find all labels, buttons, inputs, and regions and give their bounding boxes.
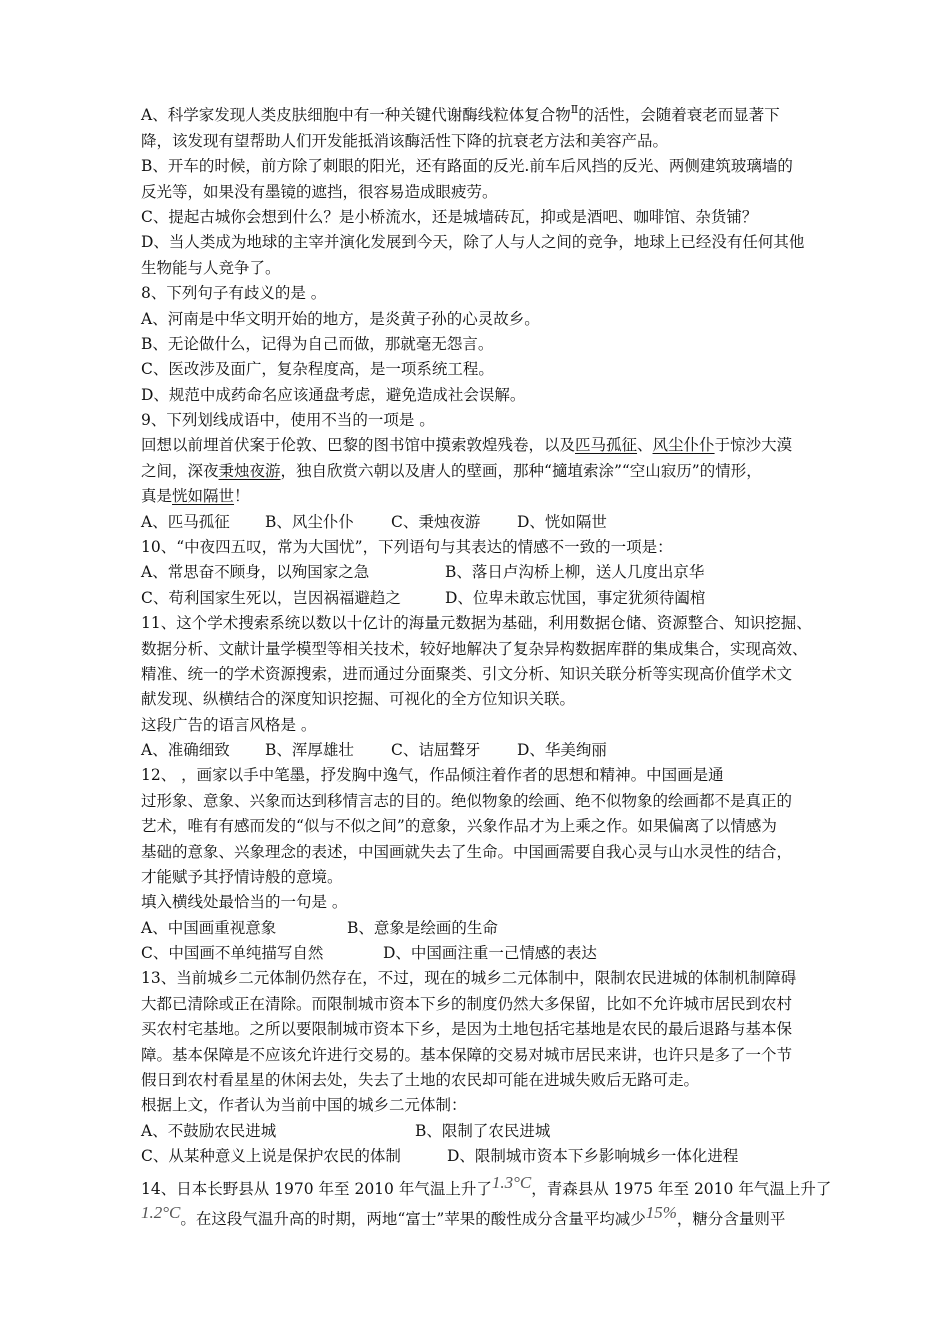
- q12-option-b: B、意象是绘画的生命: [347, 919, 498, 937]
- q13-option-d: D、限制城市资本下乡影响城乡一体化进程: [447, 1147, 739, 1165]
- q7-option-d-line1: D、当人类成为地球的主宰并演化发展到今天，除了人与人之间的竞争，地球上已经没有任何其他: [141, 233, 805, 251]
- q8-stem: 8、下列句子有歧义的是 。: [141, 284, 327, 302]
- q10-options-row2: [141, 586, 705, 610]
- q9-underlined-idiom-b: 风尘仆仆: [652, 436, 715, 454]
- q9-option-d: D、恍如隔世: [517, 513, 607, 531]
- q11-passage-line2: 数据分析、文献计量学模型等相关技术，较好地解决了复杂异构数据库群的集成集合，实现高效、: [141, 640, 808, 658]
- q14-text: 14、日本长野县从 1970 年至 2010 年气温上升了: [141, 1180, 492, 1198]
- q13-passage-line5: 假日到农村看星星的休闲去处，失去了土地的农民却可能在进城失败后无路可走。: [141, 1071, 700, 1089]
- q14-text: ，糖分含量则平: [676, 1210, 786, 1228]
- q7-option-a-line2: 降，该发现有望帮助人们开发能抵消该酶活性下降的抗衰老方法和美容产品。: [141, 132, 669, 150]
- q10-options-row1: [141, 560, 704, 584]
- q9-underlined-idiom-c: 秉烛夜游: [218, 462, 281, 480]
- q13-passage-line3: 买农村宅基地。之所以要限制城市资本下乡，是因为土地包括宅基地是农民的最后退路与基本保: [141, 1020, 793, 1038]
- q8-option-d: D、规范中成药命名应该通盘考虑，避免造成社会误解。: [141, 386, 526, 404]
- q7-option-c: C、提起古城你会想到什么？是小桥流水，还是城墙砖瓦，抑或是酒吧、咖啡馆、杂货铺？: [141, 208, 758, 226]
- q9-option-b: B、风尘仆仆: [265, 513, 354, 531]
- q9-underlined-idiom-d: 恍如隔世: [172, 487, 235, 505]
- q9-text: 回想以前埋首伏案于伦敦、巴黎的图书馆中摸索敦煌残卷，以及: [141, 436, 576, 454]
- q8-option-c: C、医改涉及面广，复杂程度高，是一项系统工程。: [141, 360, 494, 378]
- q12-option-d: D、中国画注重一己情感的表达: [383, 944, 597, 962]
- q10-option-a: A、常思奋不顾身，以殉国家之急: [141, 563, 370, 581]
- q14-passage-line2: [141, 1203, 786, 1231]
- q9-text: ，独自欣赏六朝以及唐人的壁画，那种“擿埴索涂”“空山寂历”的情形，: [280, 462, 762, 480]
- q12-option-a: A、中国画重视意象: [141, 919, 277, 937]
- q14-temperature-nagano: 1.3°C: [491, 1173, 532, 1192]
- q9-passage-line2: [141, 459, 762, 483]
- q13-options-row2: [141, 1144, 738, 1168]
- q9-option-c: C、秉烛夜游: [391, 513, 481, 531]
- q9-passage-line1: [141, 433, 792, 457]
- q13-stem: 根据上文，作者认为当前中国的城乡二元体制：: [141, 1096, 467, 1114]
- q13-passage-line1: 13、当前城乡二元体制仍然存在，不过，现在的城乡二元体制中，限制农民进城的体制机制障碍: [141, 969, 797, 987]
- q11-option-a: A、准确细致: [141, 741, 230, 759]
- q13-options-row1: [141, 1119, 550, 1143]
- q11-option-d: D、华美绚丽: [517, 741, 607, 759]
- q14-temperature-aomori: 1.2°C: [141, 1203, 181, 1222]
- q7-option-b-line2: 反光等，如果没有墨镜的遮挡，很容易造成眼疲劳。: [141, 183, 498, 201]
- q8-option-b: B、无论做什么，记得为自己而做，那就毫无怨言。: [141, 335, 494, 353]
- q10-option-c: C、苟利国家生死以，岂因祸福避趋之: [141, 589, 401, 607]
- q12-option-c: C、中国画不单纯描写自然: [141, 944, 324, 962]
- q11-passage-line3: 精准、统一的学术资源搜索，进而通过分面聚类、引文分析、知识关联分析等实现高价值学术文: [141, 665, 793, 683]
- q9-options: [141, 510, 607, 534]
- q12-options-row2: [141, 941, 597, 965]
- q13-option-c: C、从某种意义上说是保护农民的体制: [141, 1147, 401, 1165]
- q13-passage-line4: 障。基本保障是不应该允许进行交易的。基本保障的交易对城市居民来讲，也许只是多了一个节: [141, 1046, 793, 1064]
- q13-option-a: A、不鼓励农民进城: [141, 1122, 277, 1140]
- q13-passage-line2: 大都已清除或正在清除。而限制城市资本下乡的制度仍然大多保留，比如不允许城市居民到农村: [141, 995, 793, 1013]
- q14-acidity-percent: 15%: [645, 1203, 677, 1222]
- q14-text: 。在这段气温升高的时期，两地“富士”苹果的酸性成分含量平均减少: [180, 1210, 646, 1228]
- q9-text: ！: [234, 487, 250, 505]
- q9-text: 之间，深夜: [141, 462, 219, 480]
- q12-passage-line2: 过形象、意象、兴象而达到移情言志的目的。绝似物象的绘画、绝不似物象的绘画都不是真正的: [141, 792, 793, 810]
- q9-underlined-idiom-a: 匹马孤征: [575, 436, 638, 454]
- q9-text: 、: [637, 436, 653, 454]
- q14-passage-line1: [141, 1173, 832, 1201]
- q9-option-a: A、匹马孤征: [141, 513, 230, 531]
- q9-text: 真是: [141, 487, 173, 505]
- q11-passage-line4: 献发现、纵横结合的深度知识挖掘、可视化的全方位知识关联。: [141, 690, 576, 708]
- q9-text: 于惊沙大漠: [714, 436, 793, 454]
- q12-passage-line1: 12、 ，画家以手中笔墨，抒发胸中逸气，作品倾注着作者的思想和精神。中国画是通: [141, 766, 724, 784]
- q10-option-b: B、落日卢沟桥上柳，送人几度出京华: [445, 563, 705, 581]
- q11-stem: 这段广告的语言风格是 。: [141, 716, 317, 734]
- q11-option-c: C、诘屈聱牙: [391, 741, 481, 759]
- q9-stem: 9、下列划线成语中，使用不当的一项是 。: [141, 411, 435, 429]
- q11-passage-line1: 11、这个学术搜索系统以数以十亿计的海量元数据为基础，利用数据仓储、资源整合、知识挖掘、: [141, 614, 812, 632]
- q7-roman-mark: Ⅱ: [570, 103, 579, 116]
- q7-option-a-text-cont: 的活性，会随着衰老而显著下: [578, 106, 780, 124]
- q13-option-b: B、限制了农民进城: [415, 1122, 551, 1140]
- q11-options: [141, 738, 607, 762]
- q11-option-b: B、浑厚雄壮: [265, 741, 354, 759]
- q7-option-a-line1: [141, 103, 780, 127]
- q12-stem: 填入横线处最恰当的一句是 。: [141, 893, 348, 911]
- q8-option-a: A、河南是中华文明开始的地方，是炎黄子孙的心灵故乡。: [141, 310, 540, 328]
- q7-option-d-line2: 生物能与人竞争了。: [141, 259, 281, 277]
- q14-text: ，青森县从 1975 年至 2010 年气温上升了: [531, 1180, 832, 1198]
- q12-passage-line3: 艺术，唯有有感而发的“似与不似之间”的意象，兴象作品才为上乘之作。如果偏离了以情感为: [141, 817, 777, 835]
- q10-stem: 10、“中夜四五叹，常为大国忧”，下列语句与其表达的情感不一致的一项是：: [141, 538, 673, 556]
- q7-option-b-line1: B、开车的时候，前方除了刺眼的阳光，还有路面的反光.前车后风挡的反光、两侧建筑玻璃墙的: [141, 157, 793, 175]
- q12-passage-line5: 才能赋予其抒情诗般的意境。: [141, 868, 343, 886]
- q7-option-a-text: A、科学家发现人类皮肤细胞中有一种关键代谢酶线粒体复合物: [141, 106, 571, 124]
- q9-passage-line3: [141, 484, 250, 508]
- q12-passage-line4: 基础的意象、兴象理念的表述，中国画就失去了生命。中国画需要自我心灵与山水灵性的结合，: [141, 843, 793, 861]
- q10-option-d: D、位卑未敢忘忧国，事定犹须待阖棺: [445, 589, 706, 607]
- q12-options-row1: [141, 916, 498, 940]
